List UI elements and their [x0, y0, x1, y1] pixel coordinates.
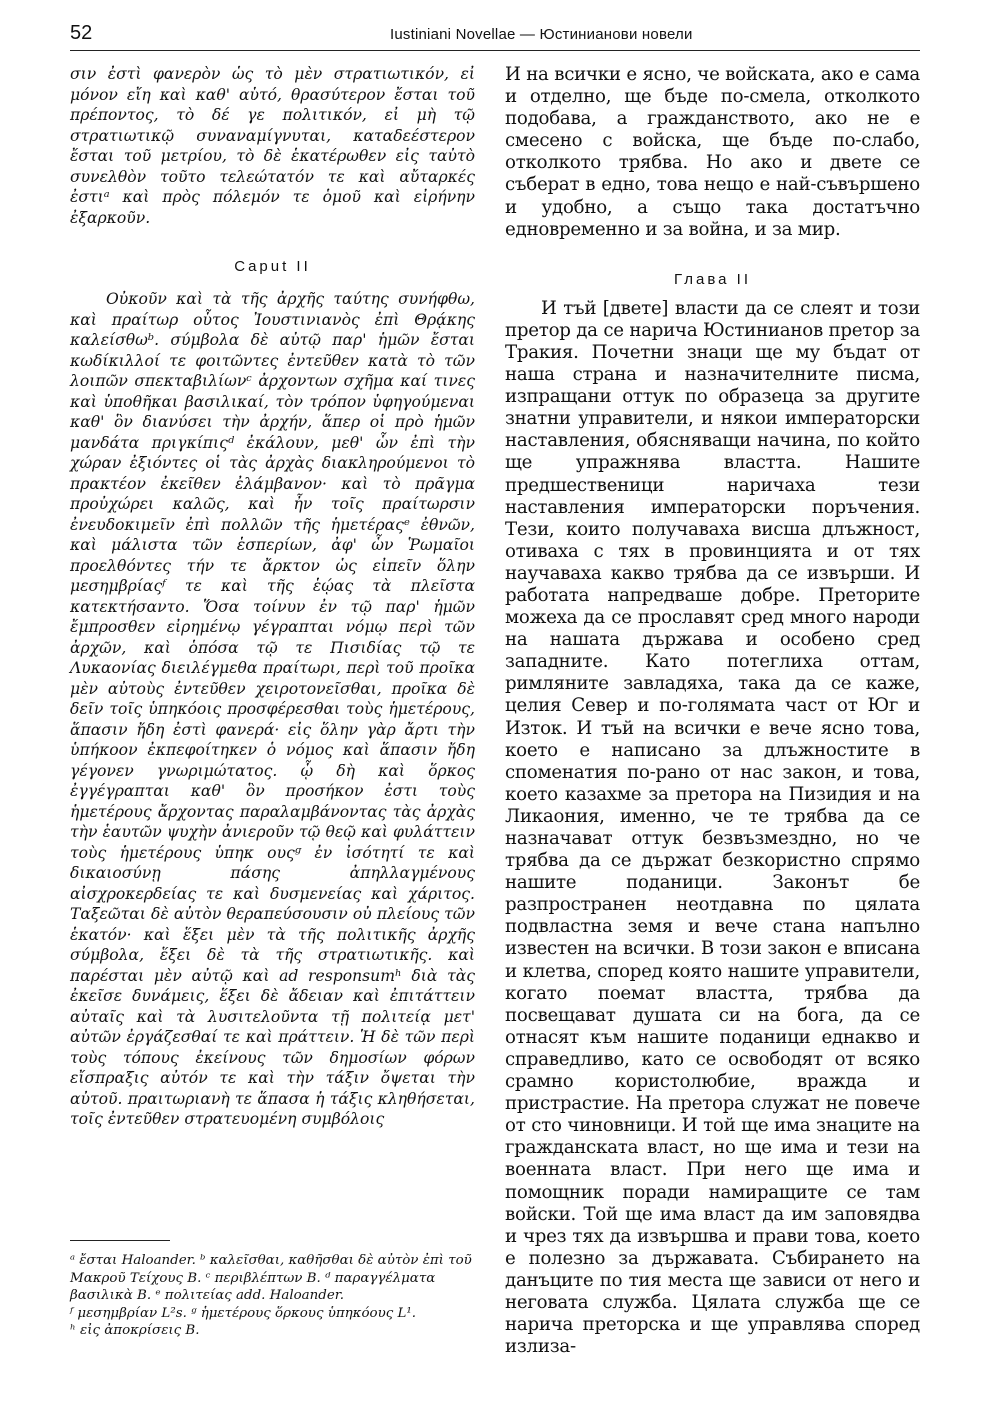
running-title: Iustiniani Novellae — Юстинианови новели	[390, 26, 693, 43]
footnote-line: ᵃ ἔσται Haloander. ᵇ καλεῖσθαι, καθῆσθαι δὲ αὐτὸν ἐπὶ τοῦ Μακροῦ Τείχους B. ᶜ περιβλέπτων B. ᵈ παραγγέλματα βασιλικὰ B. ᵉ πολιτείας add. Haloander.	[70, 1253, 472, 1303]
greek-intro-paragraph: σιν ἐστὶ φανερὸν ὡς τὸ μὲν στρατιωτικόν, εἰ μόνον εἴη καὶ καθ' αὑτό, θρασύτερον ἔσται τοῦ πρέποντος, τὸ δέ γε πολιτικόν, εἰ μὴ τῷ στρατιωτικῷ συναναμίγνυται, καταδεέστερον ἔσται τοῦ μετρίου, τὸ δὲ ἑκατέρωθεν εἰς ταὐτὸ συνελθὸν τοῦτο τελεώτατόν τε καὶ αὔταρκές ἐστιᵃ καὶ πρὸς πόλεμόν τε ὁμοῦ καὶ εἰρήνην ἐξαρκοῦν.	[70, 65, 475, 227]
footnotes	[70, 1252, 475, 1340]
footnote-divider	[70, 1240, 170, 1241]
bulgarian-column	[505, 64, 920, 1358]
footnote-line: ᶠ μεσημβρίαν L²s. ᵍ ἡμετέρους ὅρκους ὑπηκόους L¹.	[70, 1305, 416, 1321]
bulgarian-body-paragraph: И тъй [двете] власти да се слеят и този претор да се нарича Юстинианов претор за Тракия. Почетни знаци ще му бъдат от наша страна и назначителните писма, изпращани оттук по образеца за другите знатни управители, и някои императорски наставления, обясняващи начина, по който ще упражнява властта. Нашите предшественици наричаха тези наставления императорски поръчения. Тези, които получаваха висша длъжност, отиваха с тях в провинцията и от тях научаваха какво трябва да се извърши. И работата напредваше добре. Преторите можеха да се прославят сред много народи на нашата държава и особено сред западните. Като потеглиха оттам, римляните завладяха, така да се каже, целия Север и по-голямата част от Юг и Изток. И тъй на всички е вече ясно това, което е написано за длъжностите в споменатия по-рано от нас закон, и това, което казахме за претора на Пизидия и на Ликаония, именно, че те трябва да се назначават оттук безвъзмездно, но че трябва да се държат безкористно спрямо нашите поданици. Законът бе разпространен неотдавна по цялата подвластна земя и вече стана напълно известен на всички. В този закон е вписана и клетва, според която нашите управители, когато поемат властта, трябва да посвещават душата си на бога, да се отнасят към нашите поданици еднакво и справедливо, като се освободят от всяко срамно користолюбие, вражда и пристрастие. На претора служат не повече от сто чиновници. И той ще има знаците на гражданската власт, но ще има и тези на военната власт. При него ще има и помощник поради намиращите се там войски. Той ще има власт да им заповядва и чрез тях да извършва и прави това, което е полезно за държавата. Събирането на данъците по тия места ще зависи от него и неговата служба. Цялата служба ще се нарича преторска и ще управлява според излиза-	[505, 297, 920, 1358]
bulgarian-chapter-caption: Глава II	[673, 270, 752, 288]
greek-chapter-caption: Caput II	[234, 258, 311, 275]
page-header	[70, 20, 920, 51]
footnote-line: ʰ εἰς ἀποκρίσεις B.	[70, 1323, 200, 1338]
bulgarian-intro-paragraph: И на всички е ясно, че войската, ако е сама и отделно, ще бъде по-смела, отколкото подобава, а гражданството, ако не е смесено с войска, ще бъде по-слабо, отколкото трябва. Но ако и двете се съберат в едно, това нещо е най-съвършено и удобно, а също така достатъчно едновременно и за война, и за мир.	[505, 64, 920, 240]
greek-column	[70, 64, 475, 1130]
greek-body-paragraph: Οὐκοῦν καὶ τὰ τῆς ἀρχῆς ταύτης συνήφθω, καὶ πραίτωρ οὗτος Ἰουστινιανὸς ἐπὶ Θρᾴκης καλείσθωᵇ. σύμβολα δὲ αὐτῷ παρ' ἡμῶν ἔσται κωδίκιλλοί τε φοιτῶντες ἐντεῦθεν κατὰ τὸ τῶν λοιπῶν σπεκταβιλίωνᶜ ἀρχοντων σχῆμα καί τινες καὶ ὑποθῆκαι βασιλικαί, τὸν τρόπον ὑφηγούμεναι καθ' ὃν διανύσει τὴν ἀρχήν, ἅπερ οἱ πρὸ ἡμῶν μανδάτα πριγκίπιςᵈ ἐκάλουν, μεθ' ὧν ἐπὶ τὴν χώραν ἐξιόντες οἱ τὰς ἀρχὰς διακληρούμενοι τὸ πρακτέον ἐκεῖθεν ἐλάμβανον· καὶ τὸ πρᾶγμα προὐχώρει καλῶς, καὶ ἦν τοῖς πραίτωρσιν ἐνευδοκιμεῖν ἐπὶ πολλῶν τῆς ἡμετέραςᵉ ἐθνῶν, καὶ μάλιστα τῶν ἑσπερίων, ἀφ' ὧν Ῥωμαῖοι προελθόντες τήν τε ἄρκτον ὡς εἰπεῖν ὅλην μεσημβρίαςᶠ τε καὶ τῆς ἑῴας τὰ πλεῖστα κατεκτήσαντο. Ὅσα τοίνυν ἐν τῷ παρ' ἡμῶν ἔμπροσθεν εἰρημένῳ γέγραπται νόμῳ περὶ τῶν ἀρχῶν, καὶ ὁπόσα τῷ τε Πισιδίας τῷ τε Λυκαονίας διειλέγμεθα πραίτωρι, περὶ τοῦ προῖκα μὲν αὐτοὺς ἐντεῦθεν χειροτονεῖσθαι, προῖκα δὲ δεῖν τοῖς ὑπηκόοις προσφέρεσθαι τοὺς ἡμετέρους, ἅπασιν ἤδη ἐστὶ φανερά· εἰς ὅλην γὰρ ἄρτι τὴν ὑπήκοον ἐκπεφοίτηκεν ὁ νόμος καὶ ἅπασιν ἤδη γέγονεν γνωριμώτατος. ᾧ δὴ καὶ ὅρκος ἐγγέγραπται καθ' ὃν προσήκον ἐστι τοὺς ἡμετέρους ἄρχοντας παραλαμβάνοντας τὰς ἀρχὰς τὴν ἑαυτῶν ψυχὴν ἀνιεροῦν τῷ θεῷ καὶ φυλάττειν τοὺς ἡμετέρους ὑπηκ ουςᵍ ἐν ἰσότητί τε καὶ δικαιοσύνῃ πάσης ἀπηλλαγμένους αἰσχροκερδείας τε καὶ δυσμενείας καὶ χάριτος. Ταξεῶται δὲ αὐτὸν θεραπεύσουσιν οὐ πλείους τῶν ἑκατόν· καὶ ἕξει μὲν τὰ τῆς πολιτικῆς ἀρχῆς σύμβολα, ἕξει δὲ τὰ τῆς στρατιωτικῆς. καὶ παρέσται μὲν αὐτῷ καὶ ad responsumʰ διὰ τὰς ἐκεῖσε δυνάμεις, ἕξει δὲ ἄδειαν καὶ ἐπιτάττειν αὐταῖς καὶ τὰ λυσιτελοῦντα τῇ πολιτείᾳ μετ' αὐτῶν ἐργάζεσθαί τε καὶ πράττειν. Ἡ δὲ τῶν περὶ τοὺς τόπους ἐκείνους τῶν δημοσίων φόρων εἴσπραξις αὐτόν τε καὶ τὴν τάξιν ὄψεται τὴν αὐτοῦ. πραιτωριανὴ τε ἅπασα ἡ τάξις κληθήσεται, τοῖς ἐντεῦθεν στρατευομένη συμβόλοις	[70, 290, 475, 1128]
page-number: 52	[70, 22, 93, 44]
